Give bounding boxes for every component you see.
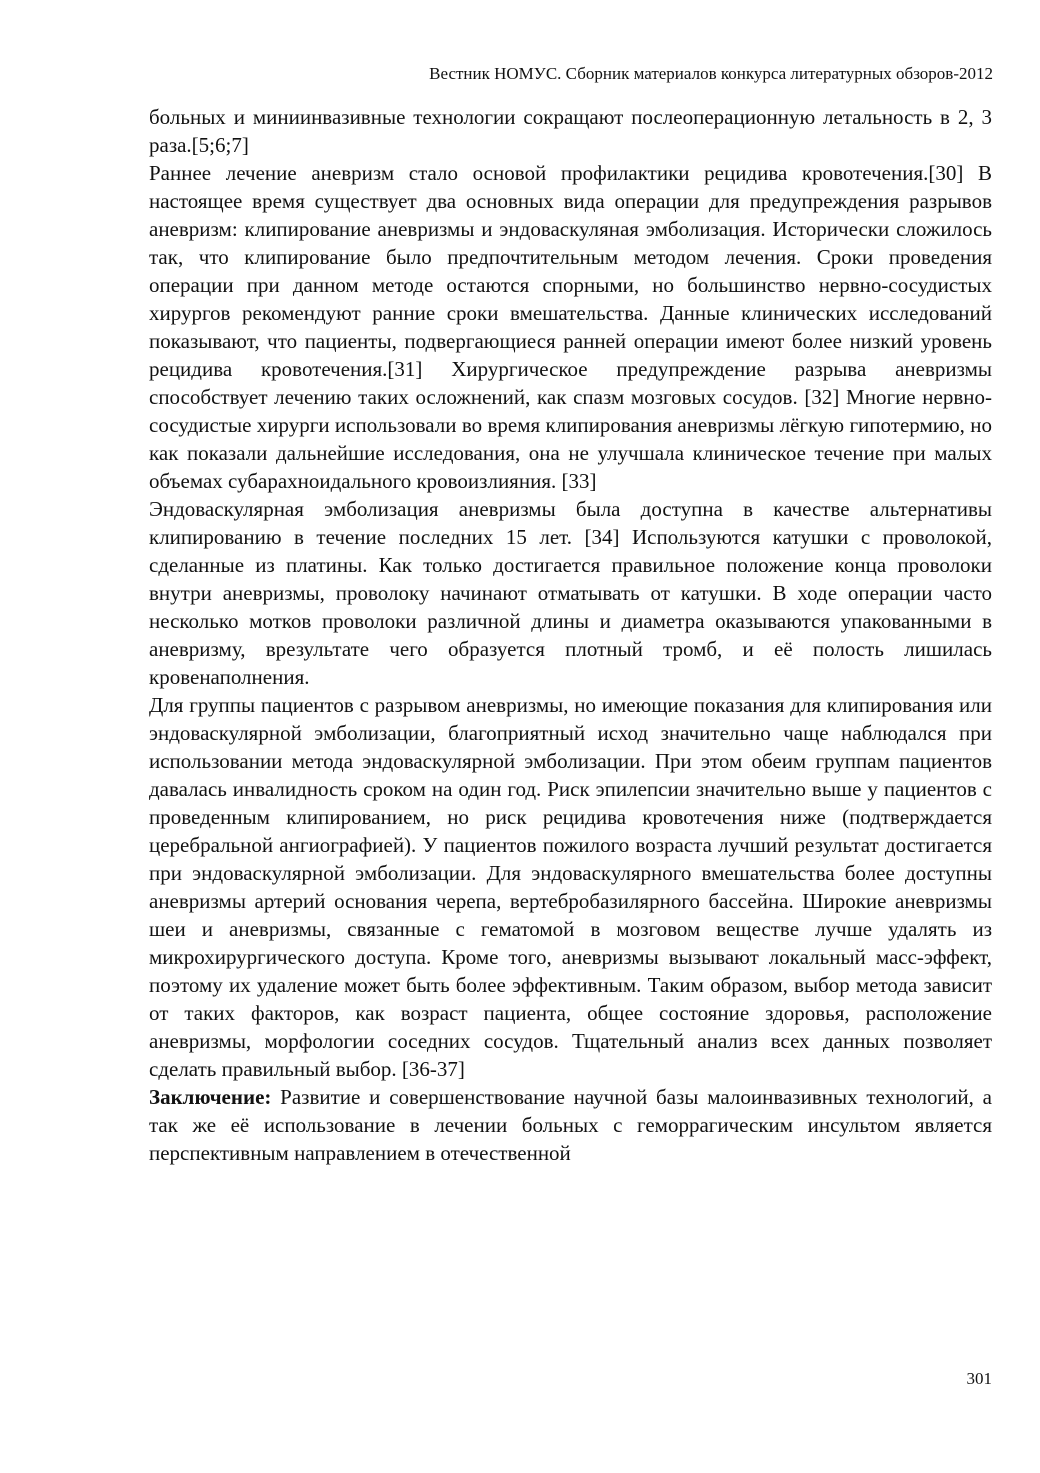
page-number: 301 [966,1369,992,1388]
paragraph-1: больных и миниинвазивные технологии сокращают послеоперационную летальность в 2, 3 раза.[5;6;7] [149,105,992,157]
conclusion-text: Развитие и совершенствование научной базы малоинвазивных технологий, а так же её использование в лечении больных с геморрагическим инсультом является перспективным направлением в отечественной [149,1085,992,1165]
conclusion-label: Заключение: [149,1085,272,1109]
paragraph-4: Для группы пациентов с разрывом аневризмы, но имеющие показания для клипирования или эндоваскулярной эмболизации, благоприятный исход значительно чаще наблюдался при использовании метода эндоваскулярной эмболизации. При этом обеим группам пациентов давалась инвалидность сроком на один год. Риск эпилепсии значительно выше у пациентов с проведенным клипированием, но риск рецидива кровотечения ниже (подтверждается церебральной ангиографией). У пациентов пожилого возраста лучший результат достигается при эндоваскулярной эмболизации. Для эндоваскулярного вмешательства более доступны аневризмы артерий основания черепа, вертебробазилярного бассейна. Широкие аневризмы шеи и аневризмы, связанные с гематомой в мозговом веществе лучше удалять из микрохирургического доступа. Кроме того, аневризмы вызывают локальный масс-эффект, поэтому их удаление может быть более эффективным. Таким образом, выбор метода зависит от таких факторов, как возраст пациента, общее состояние здоровья, расположение аневризмы, морфологии соседних сосудов. Тщательный анализ всех данных позволяет сделать правильный выбор. [36-37] [149,693,992,1081]
running-header: Вестник НОМУС. Сборник материалов конкурса литературных обзоров-2012 [429,64,993,83]
paragraph-2: Раннее лечение аневризм стало основой профилактики рецидива кровотечения.[30] В настоящее время существует два основных вида опeрации для предупреждения разрывов аневризм: клипирование аневризмы и эндоваскуляная эмболизация. Исторически сложилось так, что клипирование было предпочтительным методом лечения. Сроки проведения операции при данном методе остаются спорными, но большинство нервно-сосудистых хирургов рекомендуют ранние сроки вмешательства. Данные клинических исследований показывают, что пациенты, подвергающиеся ранней операции имеют более низкий уровень рецидива кровотечения.[31] Хирургическое предупреждение разрыва аневризмы способствует лечению таких осложнений, как спазм мозговых сосудов. [32] Многие нервно-сосудистые хирурги использовали во время клипирования аневризмы лёгкую гипотермию, но как показали дальнейшие исследования, она не улучшала клиническое течение при малых объемах субарахноидального кровоизлияния. [33] [149,161,992,493]
page-body [149,103,992,1167]
conclusion-paragraph [149,1083,992,1167]
paragraph-3: Эндоваскулярная эмболизация аневризмы была доступна в качестве альтернативы клипированию в течение последних 15 лет. [34] Используются катушки с проволокой, сделанные из платины. Как только достигается правильное положение конца проволоки внутри аневризмы, проволоку начинают отматывать от катушки. В ходе операции часто несколько мотков проволоки различной длины и диаметра оказываются упакованными в аневризму, врезультате чего образуется плотный тромб, и её полость лишилась кровенаполнения. [149,497,992,689]
